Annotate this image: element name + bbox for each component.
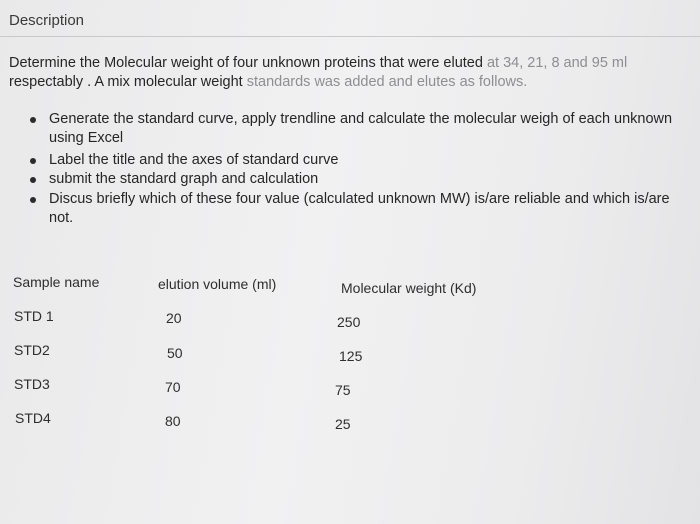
table-cell-sample: STD4 (15, 410, 51, 426)
intro-text-3: respectably . A mix molecular weight (9, 74, 247, 90)
instruction-text: Generate the standard curve, apply trendline and calculate the molecular weigh of each unknown using Excel (49, 111, 673, 146)
column-header-sample-name: Sample name (13, 274, 100, 290)
intro-text-1: Determine the Molecular weight of four unknown proteins that were eluted (9, 55, 487, 71)
table-cell-elution: 80 (165, 413, 181, 429)
table-cell-weight: 75 (335, 382, 351, 398)
table-cell-elution: 50 (167, 345, 183, 361)
column-header-molecular-weight: Molecular weight (Kd) (341, 280, 477, 296)
intro-text-4: standards was added and elutes as follows. (246, 74, 528, 90)
section-heading: Description (9, 12, 85, 29)
column-header-elution-volume: elution volume (ml) (158, 276, 277, 292)
table-cell-elution: 70 (165, 379, 181, 395)
instruction-text: Label the title and the axes of standard curve (49, 152, 339, 168)
table-cell-weight: 250 (337, 314, 361, 330)
table-cell-weight: 25 (335, 416, 351, 432)
table-cell-elution: 20 (166, 310, 182, 326)
table-cell-sample: STD2 (14, 342, 50, 358)
table-cell-sample: STD 1 (14, 308, 54, 324)
table-cell-sample: STD3 (14, 376, 50, 392)
intro-text-2: at 34, 21, 8 and 95 ml (486, 55, 628, 71)
instruction-text: submit the standard graph and calculation (49, 171, 319, 187)
table-cell-weight: 125 (339, 348, 363, 364)
instruction-text: Discus briefly which of these four value (calculated unknown MW) is/are reliable and which is/are not. (49, 191, 670, 226)
